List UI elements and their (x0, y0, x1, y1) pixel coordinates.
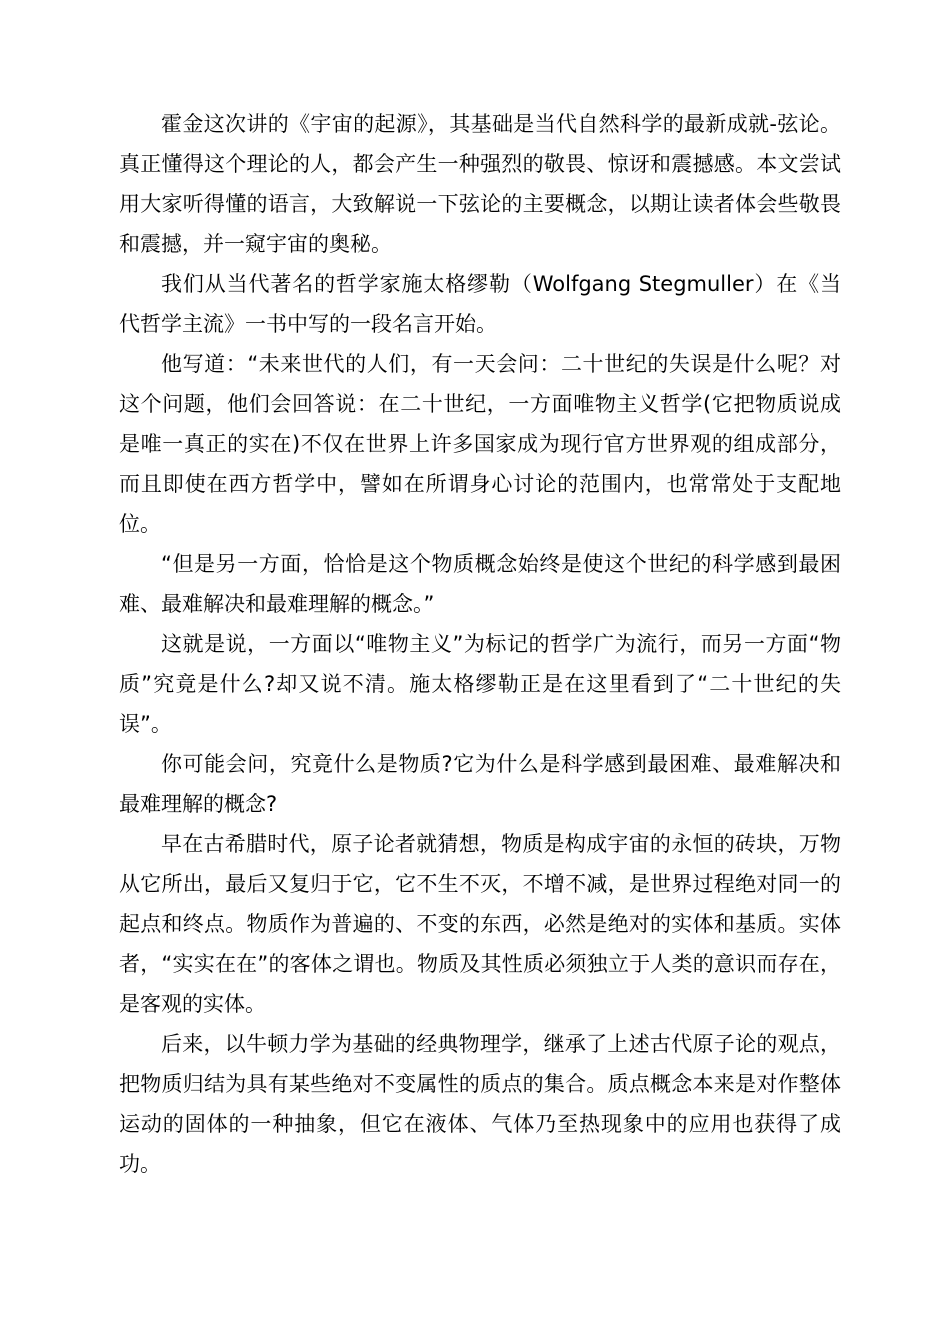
paragraph-6: 你可能会问，究竟什么是物质?它为什么是科学感到最困难、最难解决和最难理解的概念? (119, 752, 841, 816)
paragraph-2: 我们从当代著名的哲学家施太格缪勒（Wolfgang Stegmuller）在《当代哲学主流》一书中写的一段名言开始。 (119, 272, 841, 336)
paragraph-8: 后来，以牛顿力学为基础的经典物理学，继承了上述古代原子论的观点，把物质归结为具有某些绝对不变属性的质点的集合。质点概念本来是对作整体运动的固体的一种抽象，但它在液体、气体乃至热现象中的应用也获得了成功。 (119, 1032, 841, 1176)
paragraph-3: 他写道：“未来世代的人们，有一天会问：二十世纪的失误是什么呢？对这个问题，他们会回答说：在二十世纪，一方面唯物主义哲学(它把物质说成是唯一真正的实在)不仅在世界上许多国家成为现行官方世界观的组成部分，而且即使在西方哲学中，譬如在所谓身心讨论的范围内，也常常处于支配地位。 (119, 352, 841, 536)
document-page (119, 104, 841, 1184)
paragraph-4: “但是另一方面，恰恰是这个物质概念始终是使这个世纪的科学感到最困难、最难解决和最难理解的概念。” (119, 552, 841, 616)
paragraph-7: 早在古希腊时代，原子论者就猜想，物质是构成宇宙的永恒的砖块，万物从它所出，最后又复归于它，它不生不灭，不增不减，是世界过程绝对同一的起点和终点。物质作为普遍的、不变的东西，必然是绝对的实体和基质。实体者，“实实在在”的客体之谓也。物质及其性质必须独立于人类的意识而存在，是客观的实体。 (119, 832, 841, 1016)
paragraph-1: 霍金这次讲的《宇宙的起源》，其基础是当代自然科学的最新成就-弦论。真正懂得这个理论的人，都会产生一种强烈的敬畏、惊讶和震撼感。本文尝试用大家听得懂的语言，大致解说一下弦论的主要概念，以期让读者体会些敬畏和震撼，并一窥宇宙的奥秘。 (119, 112, 841, 256)
paragraph-5: 这就是说，一方面以“唯物主义”为标记的哲学广为流行，而另一方面“物质”究竟是什么?却又说不清。施太格缪勒正是在这里看到了“二十世纪的失误”。 (119, 632, 841, 736)
